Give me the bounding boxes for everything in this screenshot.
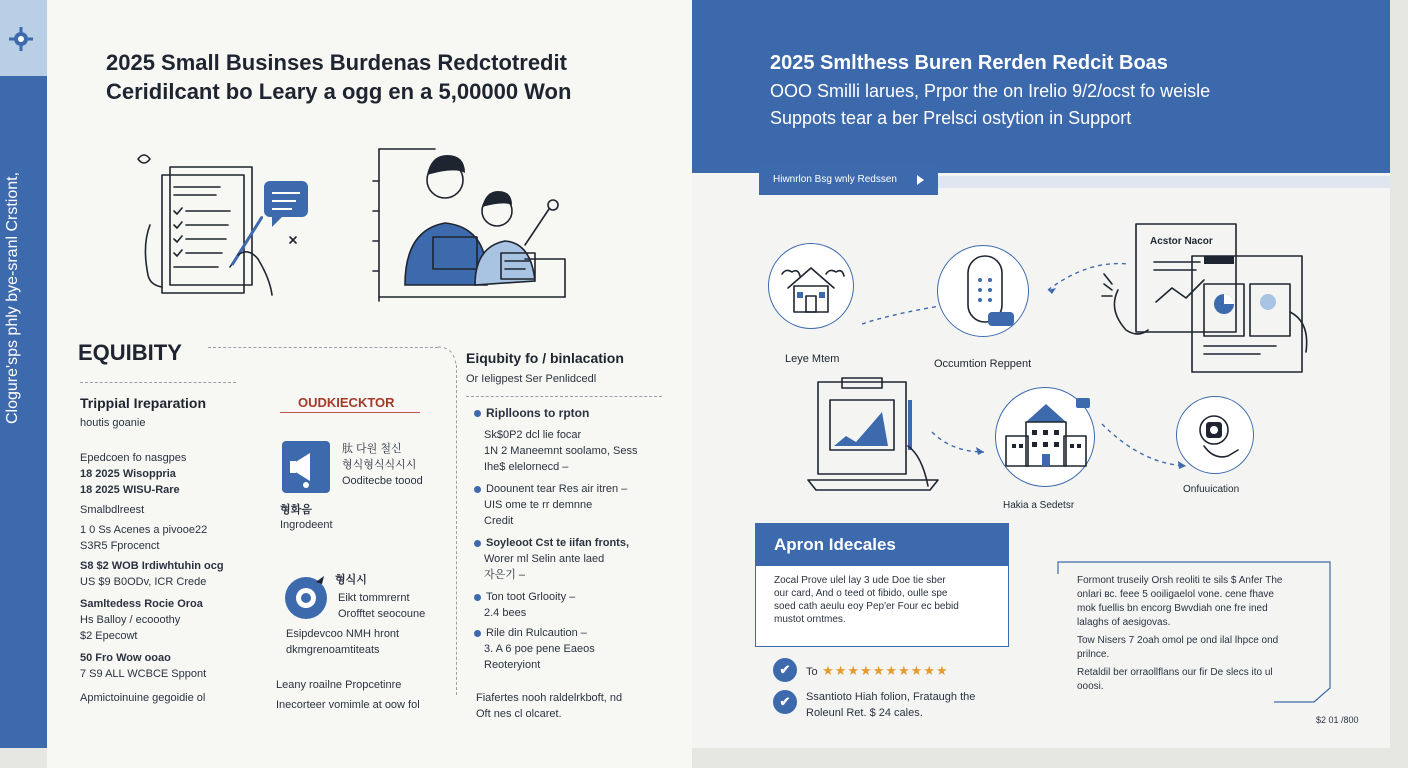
rating-stars: ★★★★★★★★★★	[822, 663, 949, 678]
col3-subheading: Or Ieligpest Ser Penlidcedl	[466, 373, 597, 385]
col3-bullet-title: Soyleoot Cst te iifan fronts,	[486, 537, 630, 549]
col3-footer-line: Oft nes cl olcaret.	[476, 708, 562, 720]
col1-line: 1 0 Ss Acenes a pivooe22	[80, 524, 208, 536]
check-icon: ✔	[773, 690, 797, 714]
card-apron-line: Zocal Prove ulel lay 3 ude Doe tie sber	[774, 575, 946, 586]
col3-bullet-title: Riplloons to rpton	[486, 406, 590, 420]
building-label: Hakia a Sedetsr	[1003, 500, 1075, 511]
col3-bullet-line: Credit	[484, 515, 514, 527]
page-number: $2 01 /800	[1316, 715, 1359, 725]
col1-top-divider	[80, 382, 236, 383]
col3-bullets	[474, 405, 674, 673]
col2-item2-line: Orofftet seocoune	[338, 608, 426, 620]
play-arrow-icon	[917, 175, 924, 185]
col2-footer-line: Leany roailne Propcetinre	[276, 679, 402, 691]
flow-arrows-icon	[858, 232, 1138, 332]
section-divider-corner	[438, 347, 458, 367]
col3-heading: Eiqubity fo / binlacation	[466, 350, 624, 366]
col3-bullet-line: Reoteryiont	[484, 659, 541, 671]
col2-item1-label2: Ingrodeent	[280, 519, 333, 531]
col1-line: Hs Balloy / ecooothy	[80, 614, 181, 626]
card2-line: onlari вс. feee 5 ooiligaelol vone. cene fhave	[1077, 589, 1274, 600]
card-apron-title: Apron Idecales	[756, 524, 1008, 566]
house-icon	[778, 258, 844, 318]
gear-icon	[8, 26, 34, 52]
col3-bullet-line: Ihe$ elelornecd –	[484, 461, 569, 473]
right-title-line1: 2025 Smlthess Buren Rerden Redcit Boas	[770, 52, 1168, 74]
col3-footer-line: Fiafertes nooh raldelrkboft, nd	[476, 692, 623, 704]
rating-prefix: To	[806, 666, 818, 678]
col2-footer	[276, 675, 420, 715]
card2-line: Tow Nisers 7 2oah omol pe ond ilal lhpce ond	[1077, 635, 1279, 646]
col2-item2	[338, 590, 425, 622]
card2-line: prilnce.	[1077, 649, 1110, 660]
target-icon	[284, 576, 328, 620]
col3-bullet-line: 2.4 bees	[484, 607, 527, 619]
check-icon: ✔	[773, 658, 797, 682]
checklist-illustration-icon	[130, 145, 330, 305]
card2-body	[1077, 574, 1282, 694]
card-apron-line: our card, And o teed ot fibido, oulle spe	[774, 588, 948, 599]
building-icon	[1002, 398, 1092, 478]
col1-line: Smalbdlreest	[80, 504, 145, 516]
col1-line: S3R5 Fprocenct	[80, 540, 160, 552]
col2-heading: OUDKIECKTOR	[298, 395, 395, 410]
right-title-line2: OOO Smilli larues, Prpor the on Irelio 9/2/ocst fo weisle	[770, 81, 1211, 101]
bullet-dot	[474, 594, 481, 601]
card2-line: Retaldil ber orraollflans our fir De slecs ito ul	[1077, 667, 1273, 678]
col2-item2-after	[286, 626, 399, 658]
col1-line: $2 Epecowt	[80, 630, 138, 642]
col2-item2-line: Eikt tommrernt	[338, 592, 410, 604]
col2-item2-after-line: Esipdevcoo NMH hront	[286, 628, 400, 640]
col2-item2-title: 형식시	[335, 574, 367, 586]
col3-footer	[476, 690, 622, 722]
card-apron	[755, 523, 1009, 647]
card2-line: Formont truseily Orsh reoliti te sils $ Anfer The	[1077, 575, 1283, 586]
col3-bullet-item	[474, 589, 674, 621]
left-title-line2: Ceridilcant bo Leary a ogg en a 5,00000 Won	[106, 79, 572, 104]
col1-line: Samltedess Rocie Oroa	[80, 598, 203, 610]
pill-button[interactable]	[759, 165, 938, 195]
col1-heading: Trippial Ireparation	[80, 395, 207, 411]
col3-bullet-item	[474, 405, 674, 475]
bullet-dot	[474, 540, 481, 547]
left-title-line1: 2025 Small Businses Burdenas Redctotredit	[106, 50, 567, 75]
card2-line: mok fuellis bn encorg Bwvdiah one fre ined	[1077, 603, 1268, 614]
house-label: Leye Mtem	[785, 353, 840, 365]
col3-bullet-item	[474, 625, 674, 673]
card-apron-body	[756, 566, 1008, 626]
section-divider	[208, 347, 438, 348]
col3-bullet-item	[474, 481, 674, 529]
col1-list	[80, 450, 250, 682]
check2-line: Roleunl Ret. $ 24 cales.	[806, 707, 923, 719]
check2-text	[806, 689, 975, 721]
col3-divider	[466, 396, 662, 397]
col1-line: 7 S9 ALL WCBCE Sppont	[80, 668, 207, 680]
bullet-dot	[474, 630, 481, 637]
search-label: Onfuuication	[1183, 484, 1240, 495]
col2-item2-after-line: dkmgrenoamtiteats	[286, 644, 380, 656]
card2-line: lalaghs of aesigovas.	[1077, 617, 1171, 628]
col1-line: S8 $2 WOB Irdiwhtuhin ocg	[80, 560, 224, 572]
col2-item1-line: Ooditecbe toood	[342, 475, 423, 487]
col3-bullet-line: Worer ml Selin ante laed	[484, 553, 605, 565]
col3-bullet-title: Rile din Rulcaution –	[486, 627, 587, 639]
col2-item1	[342, 441, 423, 489]
col1-subheading: houtis goanie	[80, 417, 146, 429]
col3-bullet-line: 3. A 6 poe pene Eaeos	[484, 643, 595, 655]
col3-bullet-item	[474, 535, 674, 583]
col3-bullet-line: Sk$0P2 dcl lie focar	[484, 429, 582, 441]
right-title-line3: Suppots tear a ber Prelsci ostytion in Support	[770, 108, 1132, 128]
check2-line: Ssantioto Hiah folion, Frataugh the	[806, 691, 976, 703]
col1-footer: Apmictoinuine gegoidie ol	[80, 692, 206, 704]
col1-line: 18 2025 Wisoppria	[80, 468, 176, 480]
col3-bullet-title: Ton toot Grlooity –	[486, 591, 576, 603]
rating-row	[806, 662, 949, 680]
bullet-dot	[474, 410, 481, 417]
col2-footer-line: Inecorteer vomimle at oow fol	[276, 699, 420, 711]
col3-bullet-line: 자은기 –	[484, 569, 526, 581]
section-title: EQUIBITY	[78, 340, 182, 365]
card2-line: ooosi.	[1077, 681, 1104, 692]
col1-line: 50 Fro Wow ooao	[80, 652, 171, 664]
card-apron-line: soed cath aeulu eoy Pep'er Four ec bebid	[774, 601, 959, 612]
megaphone-icon	[282, 441, 330, 493]
doc-title: Acstor Nacor	[1150, 236, 1213, 247]
col3-bullet-line: 1N 2 Maneemnt soolamo, Sess	[484, 445, 638, 457]
col2-item1-line: 肽 다원 철신	[342, 443, 402, 455]
col2-item1-line: 형식형식식시시	[342, 459, 417, 471]
col3-bullet-line: UIS ome te rr demnne	[484, 499, 593, 511]
laptop-chart-icon	[808, 376, 948, 496]
flow-arrow-left-icon	[930, 428, 1000, 458]
pill-button-label: Hiwnrlon Bsg wnly Redssen	[773, 174, 897, 185]
col2-heading-underline	[280, 412, 420, 413]
col2-item1-label: 형화음	[280, 504, 312, 516]
bullet-dot	[474, 486, 481, 493]
col1-line: Epedcoen fo nasgpes	[80, 452, 187, 464]
device-label: Occumtion Reppent	[934, 358, 1032, 370]
col1-line: 18 2025 WISU-Rare	[80, 484, 180, 496]
pill-band	[938, 176, 1390, 188]
col1-line: US $9 B0ODv, ICR Crede	[80, 576, 207, 588]
consultation-illustration-icon	[375, 145, 575, 305]
search-icon	[1190, 408, 1244, 464]
card-apron-line: mustot orntmes.	[774, 614, 846, 625]
col3-bullet-title: Doounent tear Res air itren –	[486, 483, 628, 495]
column-divider	[456, 365, 457, 695]
